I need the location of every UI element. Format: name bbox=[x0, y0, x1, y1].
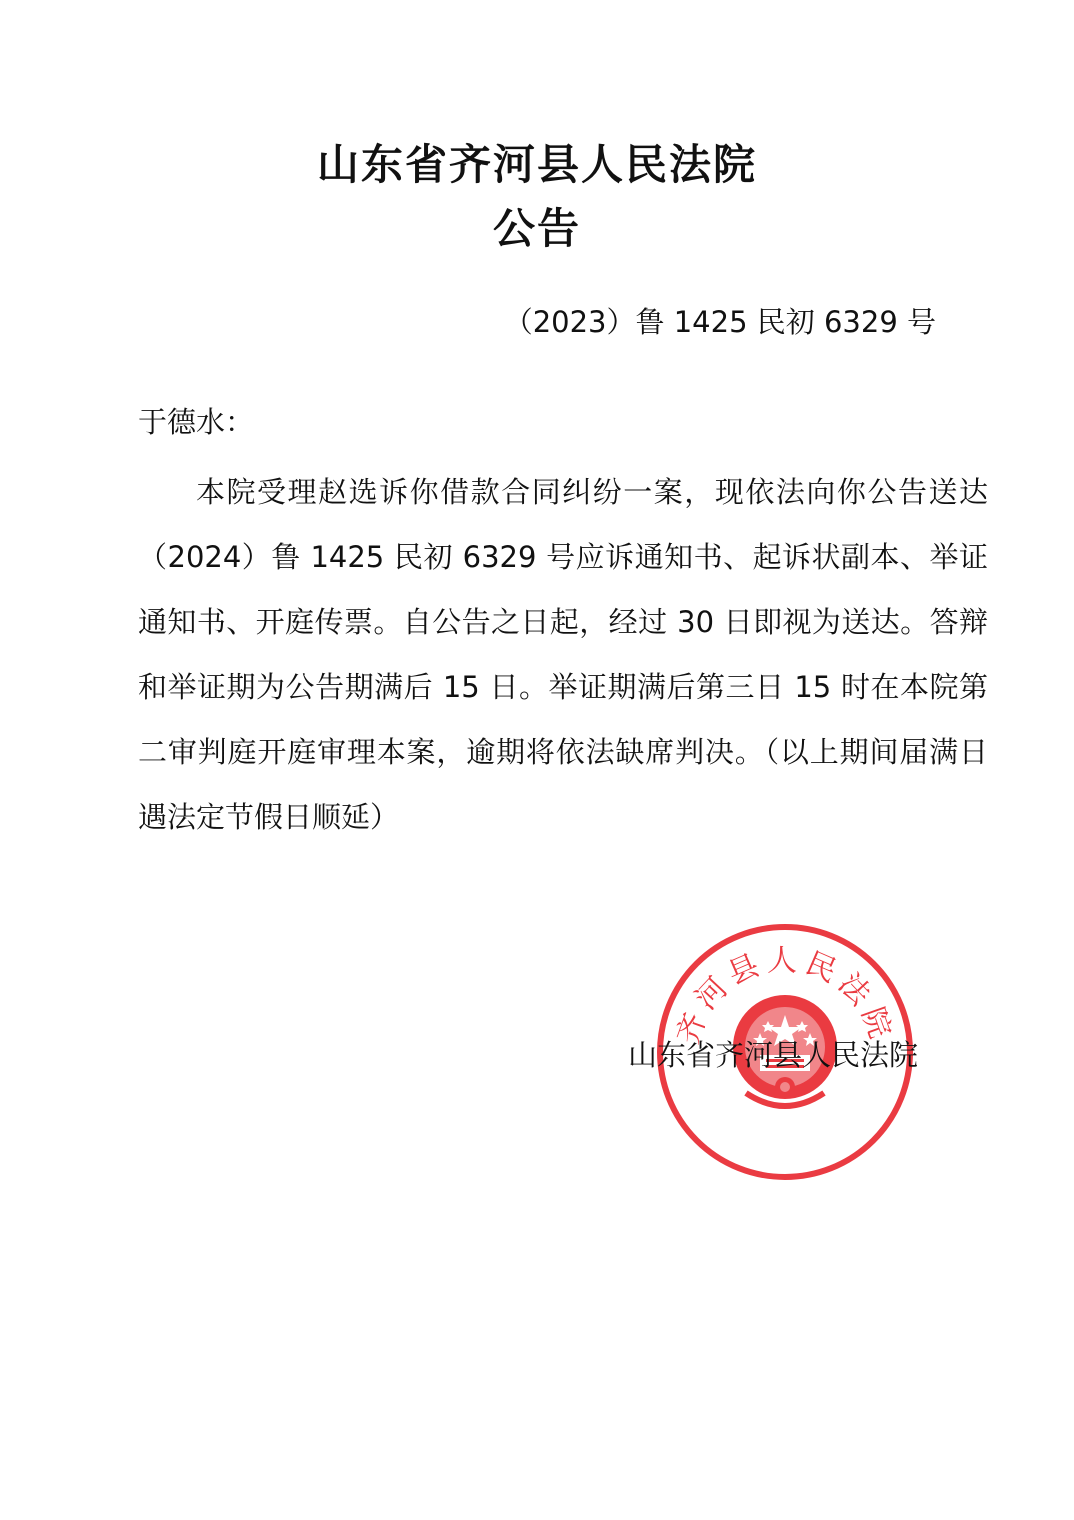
notice-title: 公告 bbox=[492, 204, 581, 253]
case-number: （2023）鲁 1425 民初 6329 号 bbox=[503, 305, 936, 339]
recipient: 于德水： bbox=[138, 405, 255, 439]
notice-body: 本院受理赵选诉你借款合同纠纷一案，现依法向你公告送达（2024）鲁 1425 民初 6329 号应诉通知书、起诉状副本、举证通知书、开庭传票。自公告之日起，经过 30 日即视为送达。答辩和举证期为公告期满后 15 日。举证期满后第三日 15 时在本院第二审判庭开庭审理本案，逾期将依法缺席判决。（以上期间届满日遇法定节假日顺延） bbox=[138, 475, 988, 834]
seal-text: 齐河县人民法院 bbox=[670, 943, 900, 1049]
signature-court-name: 山东省齐河县人民法院 bbox=[628, 1038, 919, 1072]
court-name-title: 山东省齐河县人民法院 bbox=[316, 140, 757, 189]
